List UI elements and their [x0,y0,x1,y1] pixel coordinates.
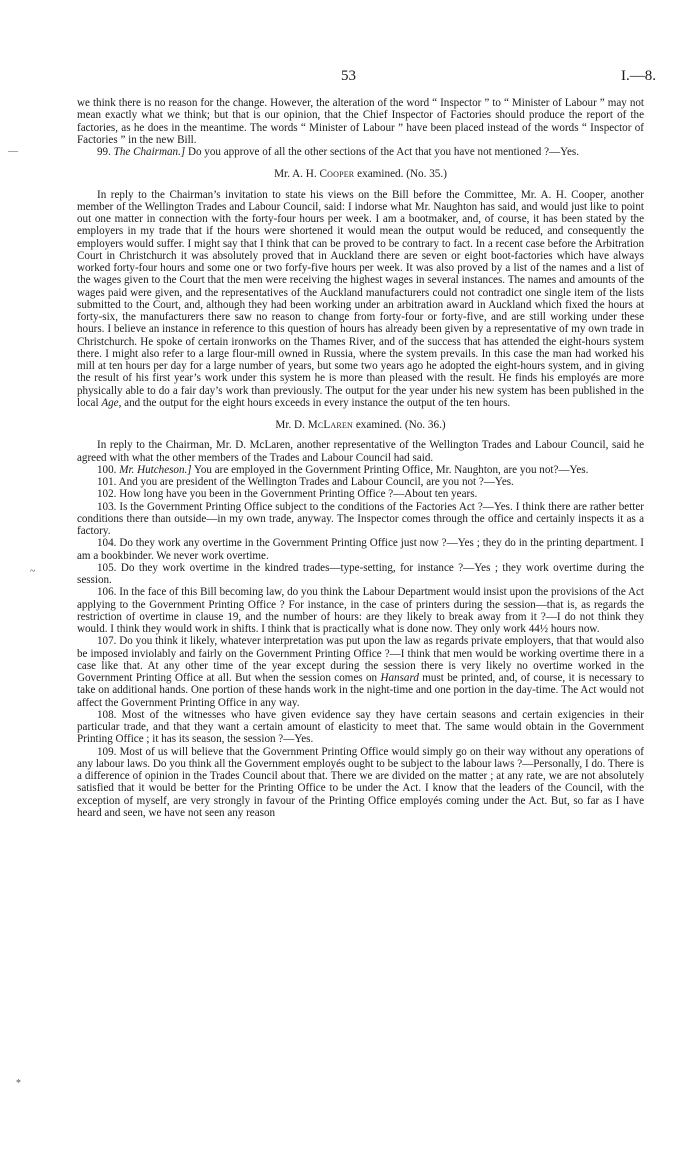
document-body [77,97,644,819]
mclaren-statement: In reply to the Chairman, Mr. D. McLaren, another representative of the Wellington Trades and Labour Council, said he agreed with what the other members of the Trades and Labour Council had said. [77,439,644,464]
page-number: 53 [341,68,356,84]
question-109: 109. Most of us will believe that the Government Printing Office would simply go on their way without any operations of any labour laws. Do you think all the Government employés ought to be subject to the labour laws ?—Personally, I do. There is a difference of opinion in the Trades Council about that. There we are divided on the matter ; at any rate, we are not absolutely satisfied that it would be better for the Printing Office to be under the Act. I know that the leaders of the Council, with the exception of myself, are very strongly in favour of the Printing Office employés coming under the Act. But, so far as I have heard and seen, we have not seen any reason [77,745,644,819]
question-text: You are employed in the Government Printing Office, Mr. Naughton, are you not?—Yes. [191,463,589,476]
cooper-statement: In reply to the Chairman’s invitation to state his views on the Bill before the Committee, Mr. A. H. Cooper, another member of the Wellington Trades and Labour Council, said: I indorse what Mr. Naughton has said, and would just like to point out one matter in connection with the forty-four hours per week. I am a bootmaker, and, of course, it has been stated by the employers in my trade that if the hours were shortened it would mean the output would be reduced, and consequently the employers would suffer. I might say that I think that can be proved to be contrary to fact. In a recent case before the Arbitration Court in Christchurch it was absolutely proved that in Auckland there are seven or eight boot-factories which have always worked forty-four hours and some one or two forfy-five hours per week. It was also proved by a list of the names and a list of the wages given to the Court that the men were receiving the highest wages in several instances. The names and amounts of the wages paid were given, and the representatives of the Auckland manufacturers could not contradict one single item of the lists submitted to the Court, and, although they had been working under an arbitration award in Auckland which fixed the hours at forty-six, the manufacturers there saw no reason to change from forty-four or forty-five, and are still working under these hours. I believe an instance in reference to this question of hours has already been given by a representative of my own trade in Christchurch. He spoke of certain ironworks on the Thames River, and of the success that has attended the eight-hours system there. I might also refer to a large flour-mill owned in Russia, where the system prevails. In this case the man had worked his mill at ten hours per day for a large number of years, but some two years ago he adopted the eight-hours system, and in giving the result of his first year’s work under this system he is more than pleased with the result. He finds his employés are more physically able to do a fair day’s work than previously. The output for the year under his new system has been published in the local Age, and the output for the eight hours exceeds in every instance the output of the ten hours. [77,188,644,409]
margin-mark: — [8,146,18,157]
witness-heading-mclaren: Mr. D. McLaren examined. (No. 36.) [275,419,446,431]
question-number: 99. [97,146,111,158]
question-104: 104. Do they work any overtime in the Government Printing Office just now ?—Yes ; they do in the printing department. I am a bookbinder. We never work overtime. [77,537,644,562]
question-108: 108. Most of the witnesses who have given evidence say they have certain seasons and certain exigencies in their particular trade, and that they want a certain amount of elasticity to meet that. The same would obtain in the Government Printing Office ; it has its season, the session ?—Yes. [77,708,644,746]
document-reference: I.—8. [621,68,656,84]
question-100 [77,464,644,476]
question-99 [77,146,644,158]
question-107: 107. Do you think it likely, whatever interpretation was put upon the law as regards private employers, that that would also be imposed inviolably and fairly on the Government Printing Office ?—I think that men would be working overtime there in a case like that. At any other time of the year except during the session there is very likely no overtime worked in the Government Printing Office at all. But when the session comes on Hansard must be printed, and, of course, it is necessary to take on additional hands. One portion of these hands work in the night-time and one portion in the day-time. The Act would not affect the Government Printing Office in any way. [77,635,644,709]
question-103: 103. Is the Government Printing Office subject to the conditions of the Factories Act ?—Yes. I think there are rather better conditions there than outside—in my own trade, anyway. The Inspector comes through the office and certainly inspects it as a factory. [77,500,644,537]
question-text: Do you approve of all the other sections of the Act that you have not mentioned ?—Yes. [185,146,580,158]
question-number: 100. [97,463,117,476]
margin-mark: * [16,1078,21,1089]
speaker: The Chairman.] [113,146,186,158]
witness-heading-cooper: Mr. A. H. Cooper examined. (No. 35.) [274,168,447,181]
question-102: 102. How long have you been in the Government Printing Office ?—About ten years. [97,488,478,501]
page-header [0,68,700,88]
speaker: Mr. Hutcheson.] [119,463,192,476]
paragraph: we think there is no reason for the change. However, the alteration of the word “ Inspector ” to “ Minister of Labour ” may not mean exactly what we think; but that is our opinion, that the Chief Inspector of Factories should produce the report of the factories, as he does in the meantime. The words “ Minister of Labour ” have been placed instead of the words “ Inspector of Factories ” in the new Bill. [77,97,644,146]
question-106: 106. In the face of this Bill becoming law, do you think the Labour Department would insist upon the provisions of the Act applying to the Government Printing Office ? For instance, in the case of printers during the session—that is, as regards the restriction of overtime in clause 19, and the number of hours: are they likely to break away from it ?—I do not think they would. I think they would work in shifts. I think that is practically what is done now. They only work 44½ hours now. [77,586,644,635]
question-105: 105. Do they work overtime in the kindred trades—type-setting, for instance ?—Yes ; they work overtime during the session. [77,561,644,586]
question-101: 101. And you are president of the Wellington Trades and Labour Council, are you not ?—Yes. [97,476,514,488]
margin-mark: ~ [30,566,36,577]
